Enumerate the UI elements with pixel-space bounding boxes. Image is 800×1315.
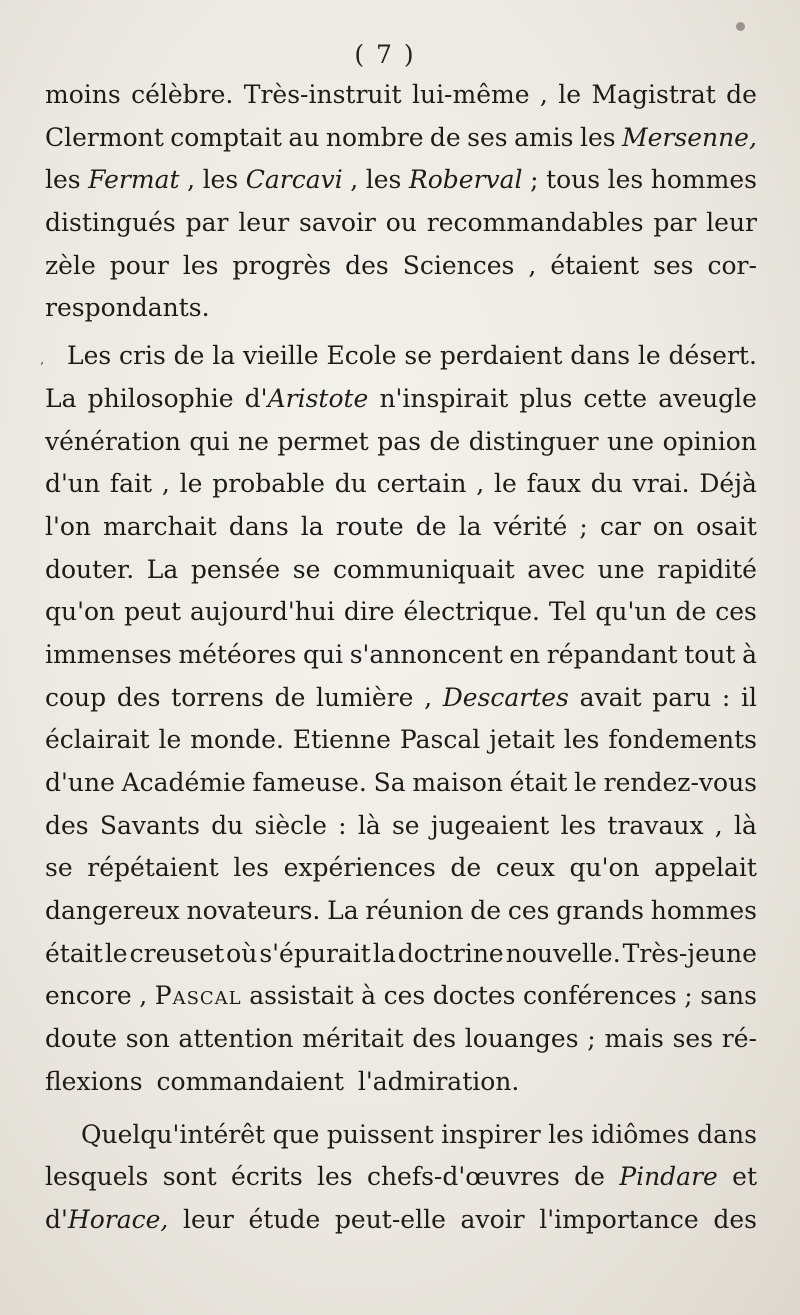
word: dans (228, 511, 289, 541)
word: pour (109, 250, 169, 280)
text-line (45, 251, 757, 294)
word: Déjà (699, 469, 757, 499)
word: vénération (45, 426, 181, 456)
word: La (327, 896, 359, 926)
text-line (45, 469, 757, 512)
word: pensée (190, 554, 281, 584)
word: de (470, 896, 502, 926)
word: La (146, 554, 179, 584)
text-line (45, 939, 757, 982)
text-line (45, 1067, 757, 1110)
word: , (528, 250, 537, 280)
word: Descartes (442, 682, 569, 712)
word: respondants. (45, 293, 210, 323)
word: qu'un (595, 597, 667, 627)
word: zèle (45, 250, 96, 280)
word: , (714, 810, 723, 840)
word: Quelqu'intérêt (81, 1119, 266, 1149)
word: communiquait (332, 554, 515, 584)
word: car (599, 511, 641, 541)
word: le (637, 341, 661, 371)
word: fameuse. (252, 768, 367, 797)
word: ses (467, 122, 508, 152)
margin-mark: ’ (40, 360, 44, 374)
word: que (272, 1119, 320, 1149)
word: permet (277, 426, 369, 456)
word: les (317, 1162, 353, 1192)
word: aveugle (658, 383, 757, 413)
word: la (458, 511, 482, 541)
word: ; (684, 981, 693, 1011)
word: la (300, 511, 324, 541)
body-text (45, 80, 757, 1248)
word: ses (672, 1024, 714, 1054)
word: avec (527, 554, 586, 584)
word: La (45, 383, 77, 413)
word: aujourd'hui (189, 597, 335, 627)
word: était (509, 768, 568, 797)
word: la (372, 938, 396, 968)
word: son (125, 1024, 170, 1054)
word: immenses (45, 639, 172, 669)
word: on (652, 511, 685, 541)
word: chefs-d'œuvres (366, 1162, 560, 1192)
text-line (45, 1024, 757, 1067)
word: et (732, 1162, 757, 1192)
word: étude (248, 1204, 321, 1234)
word: tous (546, 165, 601, 195)
word: siècle (254, 810, 327, 840)
word: jetait (489, 725, 555, 755)
word: réunion (365, 896, 464, 926)
word: novateurs. (186, 896, 321, 926)
word: d'Aristote (244, 383, 369, 413)
word: vérité (493, 511, 568, 541)
word: hommes (650, 896, 757, 926)
word: du (590, 469, 623, 499)
word: l'admiration. (357, 1066, 520, 1096)
word: Ecole (326, 341, 397, 371)
word: jugeaient (430, 810, 550, 840)
word: expériences (283, 853, 436, 883)
word: ; (579, 511, 588, 541)
word: doctes (432, 981, 516, 1011)
word: marchait (103, 511, 217, 541)
word: rendez-vous (603, 768, 757, 797)
word: méritait (302, 1024, 404, 1054)
word: qu'on (569, 853, 640, 883)
word: distinguer (468, 426, 599, 456)
word: une (597, 554, 645, 584)
word: d'un (45, 469, 101, 499)
word: probable (212, 469, 325, 499)
word: commandaient (156, 1066, 344, 1096)
word: l'importance (539, 1204, 699, 1234)
word: moins (45, 80, 121, 109)
word: comptait (170, 122, 282, 152)
text-line (45, 725, 757, 768)
word: se (391, 810, 420, 840)
word: de (173, 341, 205, 371)
word: où (226, 938, 258, 968)
word: dangereux (45, 896, 180, 926)
word: qu'on (45, 597, 116, 627)
word: , (161, 469, 170, 499)
text-line (45, 80, 757, 123)
word: des (412, 1024, 457, 1054)
word: ne (237, 426, 269, 456)
word: par (653, 208, 697, 238)
word: cor- (707, 250, 757, 280)
text-line (45, 853, 757, 896)
word: Pascal (399, 725, 481, 755)
text-line (45, 384, 757, 427)
word: des (116, 682, 161, 712)
word: désert. (668, 341, 757, 371)
word: conférences (523, 981, 677, 1011)
word: Sciences (402, 250, 515, 280)
word: les (233, 853, 269, 883)
word: ou (385, 208, 417, 238)
word: coup (45, 682, 107, 712)
word: Tel (548, 597, 587, 627)
word: de (675, 597, 707, 627)
word: éclairait (45, 725, 150, 755)
word: : (721, 682, 731, 712)
word: : (338, 810, 347, 840)
word: de (415, 511, 447, 541)
word: certain (376, 469, 467, 499)
page-number: ( 7 ) (354, 40, 416, 69)
word: se (45, 853, 73, 883)
word: répandant (546, 639, 678, 669)
word: Mersenne, (622, 122, 757, 152)
word: répétaient (87, 853, 219, 883)
word: du (334, 469, 367, 499)
word: sont (162, 1162, 217, 1192)
word: Académie (121, 768, 246, 797)
word: d'Horace, (45, 1204, 169, 1234)
word: du (211, 810, 244, 840)
text-line (45, 896, 757, 939)
word: de (429, 426, 461, 456)
word: Clermont (45, 122, 164, 152)
word: progrès (232, 250, 332, 280)
word: le (179, 469, 203, 499)
text-line (45, 165, 757, 208)
word: le (574, 768, 597, 797)
word: peut-elle (334, 1204, 446, 1234)
word: d'une (45, 768, 115, 797)
word: opinion (662, 426, 757, 456)
word: ; (587, 1024, 596, 1054)
text-line (45, 640, 757, 683)
word: attention (178, 1024, 294, 1054)
word: assistait (249, 981, 354, 1011)
word: dire (343, 597, 395, 627)
word: perdaient (439, 341, 563, 371)
word: recommandables (426, 208, 644, 238)
word: les (182, 250, 219, 280)
word: paru (652, 682, 712, 712)
word: monde. (190, 725, 284, 755)
word: s'annoncent (349, 639, 503, 669)
word: par (185, 208, 229, 238)
text-line (45, 768, 757, 811)
word: de (574, 1162, 605, 1192)
word: doctrine (397, 938, 504, 968)
word: de (450, 853, 482, 883)
word: Les (67, 341, 112, 371)
word: ses (653, 250, 694, 280)
word: flexions (45, 1066, 143, 1096)
word: fondements (608, 725, 757, 755)
word: peut (124, 597, 182, 627)
word: les (365, 165, 402, 195)
word: cris (119, 341, 166, 371)
text-line (45, 293, 757, 336)
word: creuset (129, 938, 225, 968)
word: avoir (460, 1204, 525, 1234)
word: les (579, 122, 616, 152)
word: les (548, 1119, 584, 1149)
word: Très-instruit (243, 80, 402, 109)
word: puissent (326, 1119, 434, 1149)
word: lumière (316, 682, 414, 712)
word: au (288, 122, 320, 152)
word: sans (700, 981, 757, 1011)
text-line (45, 1162, 757, 1205)
word: leur (706, 208, 757, 238)
word: leur (238, 208, 290, 238)
word: avait (579, 682, 642, 712)
word: de (274, 682, 306, 712)
word: Fermat (88, 165, 180, 195)
word: Pascal (154, 981, 242, 1011)
word: travaux (607, 810, 704, 840)
word: qui (302, 639, 344, 669)
word: était (45, 938, 103, 968)
word: météores (178, 639, 297, 669)
word: ces (383, 981, 426, 1011)
word: osait (696, 511, 757, 541)
word: , (350, 165, 359, 195)
word: , (139, 981, 148, 1011)
word: idiômes (591, 1119, 690, 1149)
word: qui (189, 426, 230, 456)
word: de (429, 122, 461, 152)
word: le (158, 725, 182, 755)
word: s'épurait (259, 938, 371, 968)
word: les (45, 165, 81, 195)
word: étaient (550, 250, 640, 280)
word: Pindare (619, 1162, 718, 1192)
word: rapidité (657, 554, 757, 584)
word: torrens (171, 682, 264, 712)
ink-spot (736, 22, 745, 31)
word: n'inspirait (379, 383, 509, 413)
word: électrique. (403, 597, 540, 627)
word: dans (697, 1119, 757, 1149)
word: appelait (654, 853, 757, 883)
word: grands (556, 896, 644, 926)
word: vieille (242, 341, 319, 371)
text-line (45, 597, 757, 640)
word: tout (684, 639, 736, 669)
word: savoir (299, 208, 376, 238)
text-line (45, 555, 757, 598)
text-line (45, 1120, 757, 1163)
word: louanges (464, 1024, 579, 1054)
word: ces (715, 597, 757, 627)
word: hommes (650, 165, 757, 195)
text-line (45, 427, 757, 470)
word: des (345, 250, 389, 280)
word: Carcavi (245, 165, 343, 195)
text-line (45, 341, 757, 384)
word: Sa (373, 768, 406, 797)
word: nouvelle. (505, 938, 621, 968)
word: amis (514, 122, 574, 152)
word: vrai. (632, 469, 690, 499)
word: mais (604, 1024, 664, 1054)
word: encore (45, 981, 132, 1011)
word: les (560, 810, 597, 840)
word: ré- (721, 1024, 757, 1054)
word: à (361, 981, 377, 1011)
word: nombre (325, 122, 424, 152)
text-line (45, 683, 757, 726)
word: le (558, 80, 582, 109)
word: des (713, 1204, 757, 1234)
text-line (45, 811, 757, 854)
word: il (740, 682, 757, 712)
word: des (45, 810, 89, 840)
word: doute (45, 1024, 117, 1054)
word: célèbre. (131, 80, 234, 109)
word: Très-jeune (622, 938, 757, 968)
word: à (742, 639, 757, 669)
text-line (45, 208, 757, 251)
text-line (45, 1205, 757, 1248)
text-line (45, 981, 757, 1024)
text-line (45, 512, 757, 555)
word: une (607, 426, 655, 456)
word: le (493, 469, 517, 499)
word: là (357, 810, 381, 840)
word: les (607, 165, 644, 195)
word: ; (530, 165, 539, 195)
word: faux (526, 469, 581, 499)
word: Etienne (292, 725, 391, 755)
word: là (733, 810, 757, 840)
word: lesquels (45, 1162, 149, 1192)
word: se (404, 341, 433, 371)
word: le (104, 938, 128, 968)
word: ceux (495, 853, 555, 883)
word: , (424, 682, 433, 712)
word: l'on (45, 511, 92, 541)
word: , (539, 80, 548, 109)
word: Roberval (408, 165, 523, 195)
word: leur (183, 1204, 234, 1234)
word: Savants (99, 810, 200, 840)
word: pas (377, 426, 421, 456)
word: les (563, 725, 600, 755)
word: dans (570, 341, 631, 371)
word: la (212, 341, 236, 371)
word: route (335, 511, 404, 541)
word: de (726, 80, 757, 109)
word: plus (519, 383, 573, 413)
word: se (292, 554, 321, 584)
text-line (45, 123, 757, 166)
word: cette (583, 383, 648, 413)
word: écrits (231, 1162, 303, 1192)
word: lui-même (411, 80, 530, 109)
word: les (202, 165, 239, 195)
word: ces (507, 896, 550, 926)
word: douter. (45, 554, 135, 584)
word: maison (412, 768, 503, 797)
word: , (476, 469, 485, 499)
word: distingués (45, 208, 176, 238)
word: philosophie (87, 383, 234, 413)
word: en (509, 639, 541, 669)
word: , (187, 165, 196, 195)
word: fait (109, 469, 153, 499)
word: Magistrat (591, 80, 716, 109)
word: inspirer (441, 1119, 541, 1149)
